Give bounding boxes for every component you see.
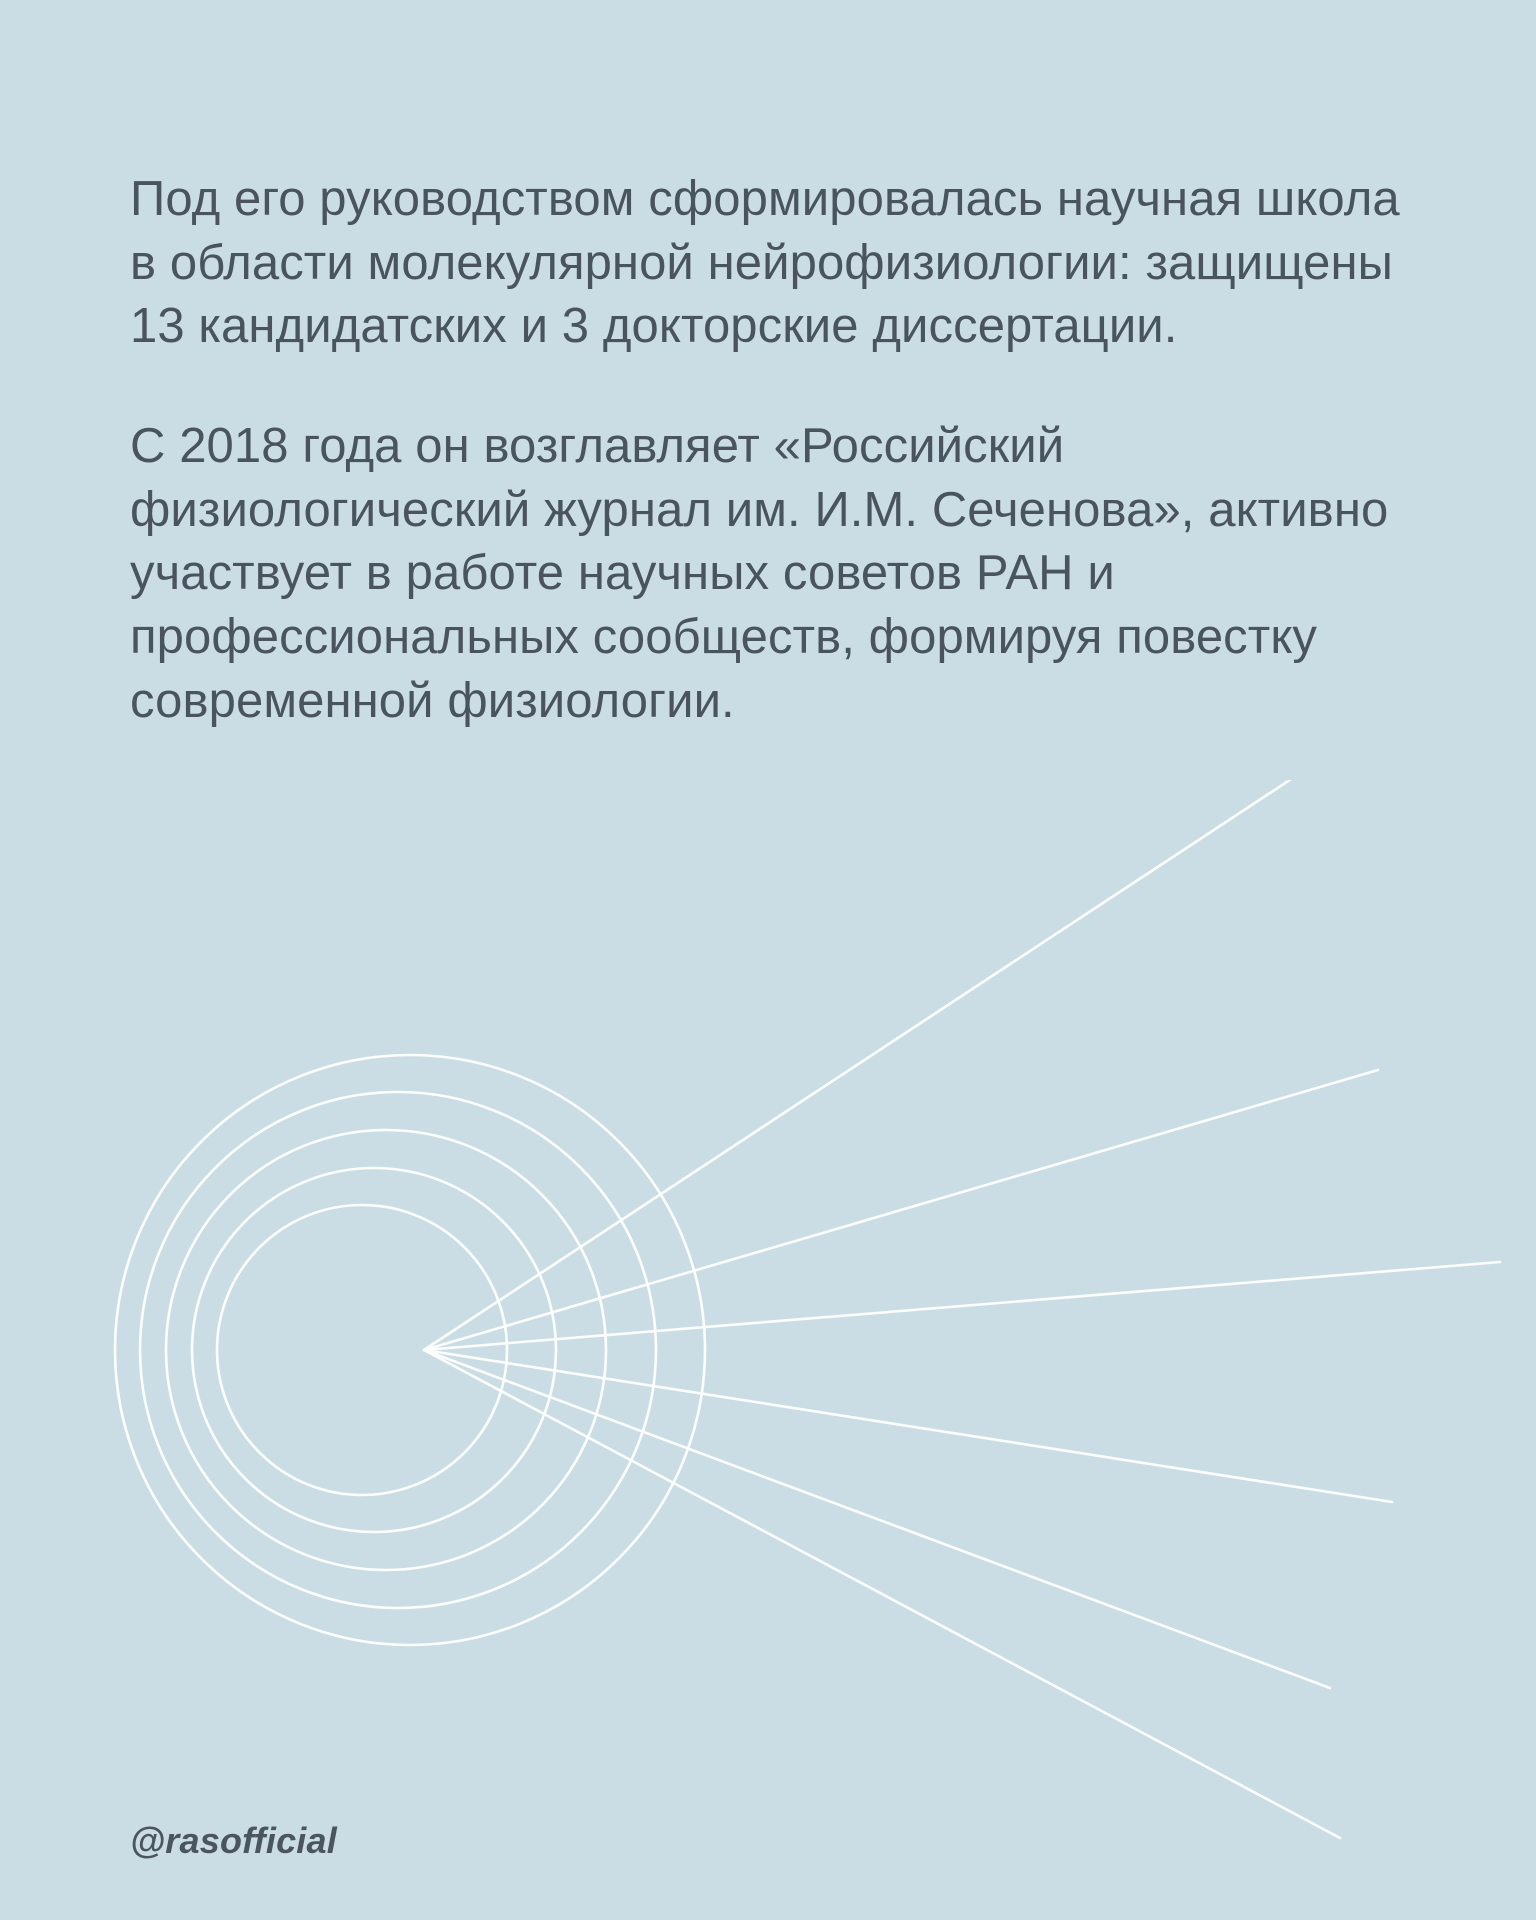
account-handle: @rasofficial (130, 1820, 337, 1861)
slide-text-block (130, 168, 1420, 734)
paragraph-2: С 2018 года он возглавляет «Российский физиологический журнал им. И.М. Сеченова», активно участвует в работе научных советов РАН и профессиональных сообществ, формируя повестку современной физиологии. (130, 419, 1403, 728)
concentric-rings-and-rays-icon (0, 780, 1536, 1840)
paragraph-1: Под его руководством сформировалась научная школа в области молекулярной нейрофизиологии: защищены 13 кандидатских и 3 докторские диссертации. (130, 172, 1414, 354)
